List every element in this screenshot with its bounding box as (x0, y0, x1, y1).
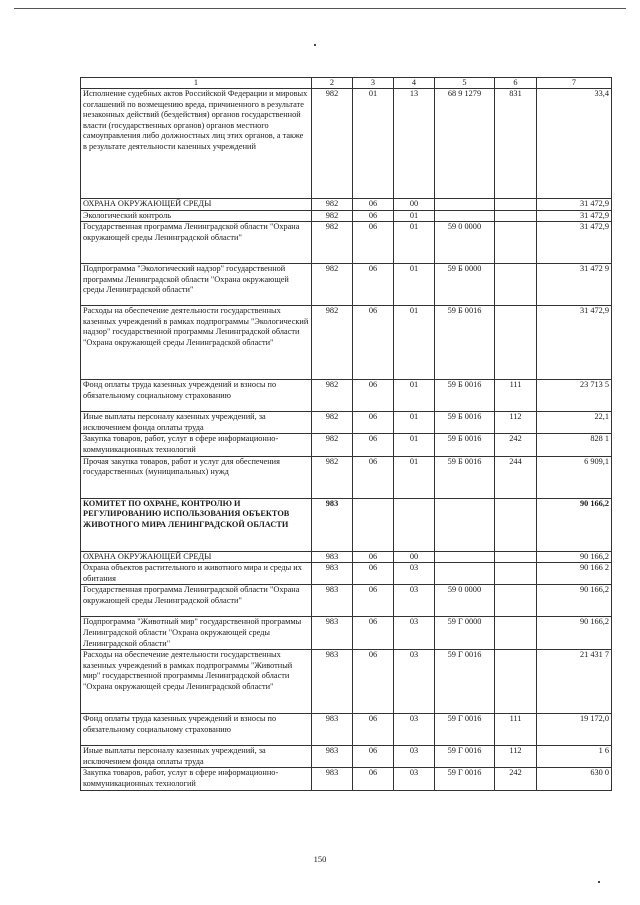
cell-ved: 982 (312, 434, 353, 456)
cell-name: Закупка товаров, работ, услуг в сфере информационно-коммуникационных технологий (81, 768, 312, 790)
cell-ved: 982 (312, 456, 353, 498)
column-header: 3 (353, 78, 394, 89)
cell-section: 06 (353, 434, 394, 456)
cell-target-article: 59 Г 0016 (435, 650, 495, 714)
cell-ved: 983 (312, 585, 353, 617)
cell-name: Закупка товаров, работ, услуг в сфере информационно-коммуникационных технологий (81, 434, 312, 456)
cell-target-article: 59 Г 0000 (435, 617, 495, 650)
table-row (81, 222, 612, 264)
cell-amount: 90 166 2 (537, 563, 612, 585)
cell-section: 06 (353, 585, 394, 617)
cell-ved: 982 (312, 264, 353, 306)
cell-name: ОХРАНА ОКРУЖАЮЩЕЙ СРЕДЫ (81, 199, 312, 211)
table-row (81, 650, 612, 714)
cell-ved: 982 (312, 199, 353, 211)
cell-subsection: 01 (394, 380, 435, 412)
cell-expense-type (495, 585, 537, 617)
cell-section: 06 (353, 199, 394, 211)
column-header: 4 (394, 78, 435, 89)
cell-target-article: 59 Б 0016 (435, 306, 495, 380)
cell-subsection: 00 (394, 551, 435, 563)
cell-section: 06 (353, 650, 394, 714)
cell-target-article: 59 Г 0016 (435, 746, 495, 768)
cell-name: Иные выплаты персоналу казенных учреждений, за исключением фонда оплаты труда (81, 746, 312, 768)
cell-subsection: 01 (394, 434, 435, 456)
cell-amount: 21 431 7 (537, 650, 612, 714)
cell-ved: 983 (312, 714, 353, 746)
cell-name: Фонд оплаты труда казенных учреждений и взносы по обязательному социальному страхованию (81, 714, 312, 746)
cell-amount: 22,1 (537, 412, 612, 434)
table-row (81, 89, 612, 199)
cell-target-article: 68 9 1279 (435, 89, 495, 199)
cell-section: 06 (353, 714, 394, 746)
cell-section: 06 (353, 768, 394, 790)
cell-subsection: 03 (394, 650, 435, 714)
cell-ved: 982 (312, 210, 353, 222)
cell-amount: 19 172,0 (537, 714, 612, 746)
table-row (81, 434, 612, 456)
cell-expense-type: 111 (495, 714, 537, 746)
cell-section: 06 (353, 617, 394, 650)
cell-target-article: 59 Б 0000 (435, 264, 495, 306)
cell-expense-type (495, 563, 537, 585)
budget-table (80, 77, 612, 791)
table-row (81, 456, 612, 498)
cell-expense-type (495, 617, 537, 650)
cell-target-article (435, 199, 495, 211)
cell-expense-type (495, 306, 537, 380)
cell-section: 06 (353, 306, 394, 380)
column-header: 5 (435, 78, 495, 89)
column-number-row (81, 78, 612, 89)
cell-amount: 31 472,9 (537, 306, 612, 380)
cell-target-article: 59 Б 0016 (435, 456, 495, 498)
column-header: 6 (495, 78, 537, 89)
table-row (81, 746, 612, 768)
cell-ved: 982 (312, 89, 353, 199)
cell-amount: 6 909,1 (537, 456, 612, 498)
cell-amount: 90 166,2 (537, 585, 612, 617)
cell-section: 06 (353, 222, 394, 264)
table-row (81, 412, 612, 434)
cell-amount: 630 0 (537, 768, 612, 790)
cell-subsection: 03 (394, 585, 435, 617)
top-rule (14, 8, 626, 9)
scan-speck (314, 44, 316, 46)
cell-target-article: 59 Г 0016 (435, 768, 495, 790)
cell-amount: 90 166,2 (537, 617, 612, 650)
cell-name: Экологический контроль (81, 210, 312, 222)
cell-name: Подпрограмма "Животный мир" государственной программы Ленинградской области "Охрана окружающей среды Ленинградской области" (81, 617, 312, 650)
cell-target-article: 59 Г 0016 (435, 714, 495, 746)
cell-ved: 983 (312, 746, 353, 768)
cell-target-article: 59 Б 0016 (435, 434, 495, 456)
table-row (81, 264, 612, 306)
cell-ved: 983 (312, 563, 353, 585)
cell-ved: 982 (312, 380, 353, 412)
column-header: 2 (312, 78, 353, 89)
cell-target-article: 59 Б 0016 (435, 380, 495, 412)
cell-target-article (435, 563, 495, 585)
cell-ved: 983 (312, 617, 353, 650)
cell-section: 06 (353, 746, 394, 768)
cell-subsection: 03 (394, 746, 435, 768)
cell-expense-type (495, 199, 537, 211)
cell-name: Расходы на обеспечение деятельности государственных казенных учреждений в рамках подпрограммы "Животный мир" государственной программы Ленинградской области "Охрана окружающей среды Ленинградской области" (81, 650, 312, 714)
cell-target-article (435, 551, 495, 563)
table-row (81, 563, 612, 585)
cell-subsection: 01 (394, 222, 435, 264)
cell-expense-type (495, 264, 537, 306)
cell-name: Государственная программа Ленинградской области "Охрана окружающей среды Ленинградской области" (81, 222, 312, 264)
cell-expense-type: 242 (495, 768, 537, 790)
cell-expense-type: 112 (495, 746, 537, 768)
cell-subsection: 03 (394, 563, 435, 585)
cell-section: 06 (353, 456, 394, 498)
cell-ved: 982 (312, 306, 353, 380)
cell-amount: 31 472 9 (537, 264, 612, 306)
cell-expense-type (495, 650, 537, 714)
cell-name: Государственная программа Ленинградской области "Охрана окружающей среды Ленинградской области" (81, 585, 312, 617)
cell-ved: 983 (312, 650, 353, 714)
table-row (81, 199, 612, 211)
cell-amount: 1 6 (537, 746, 612, 768)
column-header: 1 (81, 78, 312, 89)
cell-target-article (435, 210, 495, 222)
cell-target-article: 59 0 0000 (435, 222, 495, 264)
cell-section: 06 (353, 210, 394, 222)
cell-amount: 33,4 (537, 89, 612, 199)
cell-subsection (394, 498, 435, 551)
scan-speck (598, 881, 600, 883)
cell-expense-type (495, 551, 537, 563)
cell-expense-type: 244 (495, 456, 537, 498)
table-row (81, 617, 612, 650)
table-row (81, 380, 612, 412)
cell-amount: 31 472,9 (537, 222, 612, 264)
cell-name: Подпрограмма "Экологический надзор" государственной программы Ленинградской области "Охрана окружающей среды Ленинградской области" (81, 264, 312, 306)
cell-section: 06 (353, 412, 394, 434)
table-row (81, 210, 612, 222)
cell-subsection: 13 (394, 89, 435, 199)
cell-expense-type (495, 498, 537, 551)
cell-section (353, 498, 394, 551)
cell-expense-type: 831 (495, 89, 537, 199)
cell-subsection: 00 (394, 199, 435, 211)
cell-section: 06 (353, 380, 394, 412)
cell-section: 01 (353, 89, 394, 199)
cell-expense-type: 111 (495, 380, 537, 412)
cell-ved: 982 (312, 222, 353, 264)
cell-subsection: 01 (394, 306, 435, 380)
cell-subsection: 03 (394, 714, 435, 746)
page-number: 150 (313, 854, 327, 864)
cell-ved: 982 (312, 412, 353, 434)
cell-ved: 983 (312, 768, 353, 790)
cell-subsection: 03 (394, 768, 435, 790)
cell-amount: 90 166,2 (537, 498, 612, 551)
cell-amount: 31 472,9 (537, 199, 612, 211)
cell-section: 06 (353, 563, 394, 585)
cell-subsection: 01 (394, 412, 435, 434)
cell-name: ОХРАНА ОКРУЖАЮЩЕЙ СРЕДЫ (81, 551, 312, 563)
cell-name: Прочая закупка товаров, работ и услуг для обеспечения государственных (муниципальных) нужд (81, 456, 312, 498)
cell-expense-type (495, 210, 537, 222)
table-row (81, 498, 612, 551)
cell-amount: 31 472,9 (537, 210, 612, 222)
cell-expense-type: 112 (495, 412, 537, 434)
cell-name: Расходы на обеспечение деятельности государственных казенных учреждений в рамках подпрограммы "Экологический надзор" государственной программы Ленинградской области "Охрана окружающей среды Ленинградской области" (81, 306, 312, 380)
cell-section: 06 (353, 264, 394, 306)
cell-target-article: 59 0 0000 (435, 585, 495, 617)
cell-ved: 983 (312, 498, 353, 551)
table-row (81, 714, 612, 746)
cell-name: КОМИТЕТ ПО ОХРАНЕ, КОНТРОЛЮ И РЕГУЛИРОВАНИЮ ИСПОЛЬЗОВАНИЯ ОБЪЕКТОВ ЖИВОТНОГО МИРА ЛЕНИНГРАДСКОЙ ОБЛАСТИ (81, 498, 312, 551)
table-row (81, 585, 612, 617)
column-header: 7 (537, 78, 612, 89)
cell-subsection: 03 (394, 617, 435, 650)
cell-subsection: 01 (394, 456, 435, 498)
cell-section: 06 (353, 551, 394, 563)
cell-name: Фонд оплаты труда казенных учреждений и взносы по обязательному социальному страхованию (81, 380, 312, 412)
table-row (81, 768, 612, 790)
cell-name: Иные выплаты персоналу казенных учреждений, за исключением фонда оплаты труда (81, 412, 312, 434)
cell-ved: 983 (312, 551, 353, 563)
cell-amount: 90 166,2 (537, 551, 612, 563)
cell-subsection: 01 (394, 264, 435, 306)
table-row (81, 306, 612, 380)
cell-expense-type (495, 222, 537, 264)
cell-target-article (435, 498, 495, 551)
cell-expense-type: 242 (495, 434, 537, 456)
cell-amount: 23 713 5 (537, 380, 612, 412)
table-row (81, 551, 612, 563)
cell-subsection: 01 (394, 210, 435, 222)
cell-name: Исполнение судебных актов Российской Федерации и мировых соглашений по возмещению вреда, причиненного в результате незаконных действий (бездействия) органов государственной власти (государственных органов) органов местного самоуправления либо должностных лиц этих органов, а также в результате деятельности казенных учреждений (81, 89, 312, 199)
cell-name: Охрана объектов растительного и животного мира и среды их обитания (81, 563, 312, 585)
cell-target-article: 59 Б 0016 (435, 412, 495, 434)
cell-amount: 828 1 (537, 434, 612, 456)
